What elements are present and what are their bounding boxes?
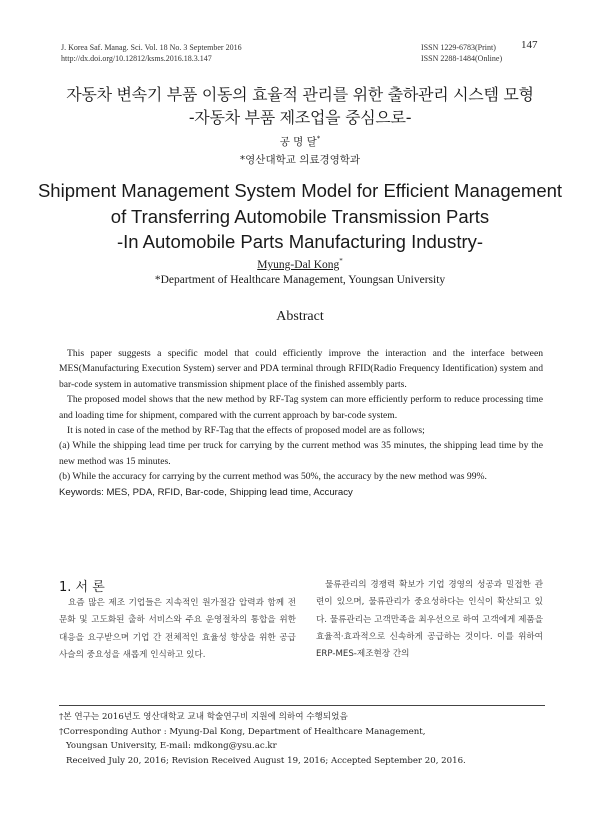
funding-note: †본 연구는 2016년도 영산대학교 교내 학술연구비 지원에 의하여 수행되었음 <box>59 712 348 722</box>
english-affiliation: *Department of Healthcare Management, Youngsan University <box>154 274 446 286</box>
issn-online: ISSN 2288-1484(Online) <box>421 54 503 63</box>
corresponding-author-contact: Youngsan University, E-mail: mdkong@ysu.ac.kr <box>66 741 277 751</box>
english-title-line2: of Transferring Automobile Transmission Parts <box>110 206 490 227</box>
korean-affiliation: *영산대학교 의료경영학과 <box>239 154 361 166</box>
right-column-text: 물류관리의 경쟁력 확보가 기업 경영의 성공과 밀접한 관련이 있으며, 물류관리가 중요성하다는 인식이 확산되고 있다. 물류관리는 고객만족을 최우선으로 하여 고객에게 제품을 효율적·효과적으로 신속하게 공급하는 것이다. 이를 위하여 ERP-MES-제조현장 간의 <box>316 580 543 660</box>
page-number: 147 <box>521 39 538 51</box>
doi-link[interactable]: http://dx.doi.org/10.12812/ksms.2016.18.3.147 <box>61 54 212 63</box>
english-title-line3: -In Automobile Parts Manufacturing Industry- <box>116 231 484 252</box>
abstract-paragraph: It is noted in case of the method by RF-Tag that the effects of proposed model are as follows; <box>67 425 425 437</box>
abstract-paragraph: This paper suggests a specific model that could efficiently improve the interaction and the interface between MES(Manufacturing Execution System) server and PDA terminal through RFID(Radio Frequency Identification) system and bar-code system in automative transmission shipment place of the finished assembly parts. <box>59 348 543 390</box>
journal-citation: J. Korea Saf. Manag. Sci. Vol. 18 No. 3 September 2016 <box>61 43 242 52</box>
abstract-paragraph: The proposed model shows that the new method by RF-Tag system can more efficiently perform to reduce processing time and loading time for shipment, compared with the current approach by bar-code system. <box>59 394 543 421</box>
left-column <box>59 595 296 664</box>
korean-title-line2: -자동차 부품 제조업을 중심으로- <box>188 108 412 127</box>
left-column-text: 요즘 많은 제조 기업들은 지속적인 원가절감 압력과 함께 전문화 및 고도화된 출하 서비스와 주요 운영절차의 통합을 위한 대응을 요구받으며 기업 간 전체적인 효율성 향상을 위한 공급사슬의 중요성을 새롭게 인식하고 있다. <box>59 598 296 660</box>
footnotes <box>59 710 559 768</box>
english-author-mark: * <box>339 257 343 265</box>
abstract-heading: Abstract <box>276 309 324 324</box>
english-author <box>0 257 600 271</box>
korean-title-line1: 자동차 변속기 부품 이동의 효율적 관리를 위한 출하관리 시스템 모형 <box>66 85 534 104</box>
english-author-name: Myung-Dal Kong <box>257 258 340 271</box>
footnote-rule <box>59 705 545 706</box>
abstract-paragraph: (b) While the accuracy for carrying by the current method was 50%, the accuracy by the new method was 99%. <box>59 471 487 483</box>
right-column <box>316 577 543 663</box>
issn-print: ISSN 1229-6783(Print) <box>421 43 496 52</box>
korean-author <box>0 134 600 149</box>
received-dates: Received July 20, 2016; Revision Received August 19, 2016; Accepted September 20, 2016. <box>66 755 466 766</box>
korean-author-name: 공 명 달 <box>279 136 317 148</box>
korean-author-mark: * <box>316 134 321 143</box>
abstract-paragraph: (a) While the shipping lead time per truck for carrying by the current method was 35 minutes, the shipping lead time by the new method was 15 minutes. <box>59 440 543 467</box>
english-title-line1: Shipment Management System Model for Efficient Management <box>37 180 563 201</box>
corresponding-author-note: †Corresponding Author : Myung-Dal Kong, Department of Healthcare Management, <box>59 726 426 737</box>
keywords: Keywords: MES, PDA, RFID, Bar-code, Shipping lead time, Accuracy <box>59 486 353 498</box>
section-heading: 1. 서 론 <box>59 580 105 595</box>
abstract-body <box>59 346 543 500</box>
